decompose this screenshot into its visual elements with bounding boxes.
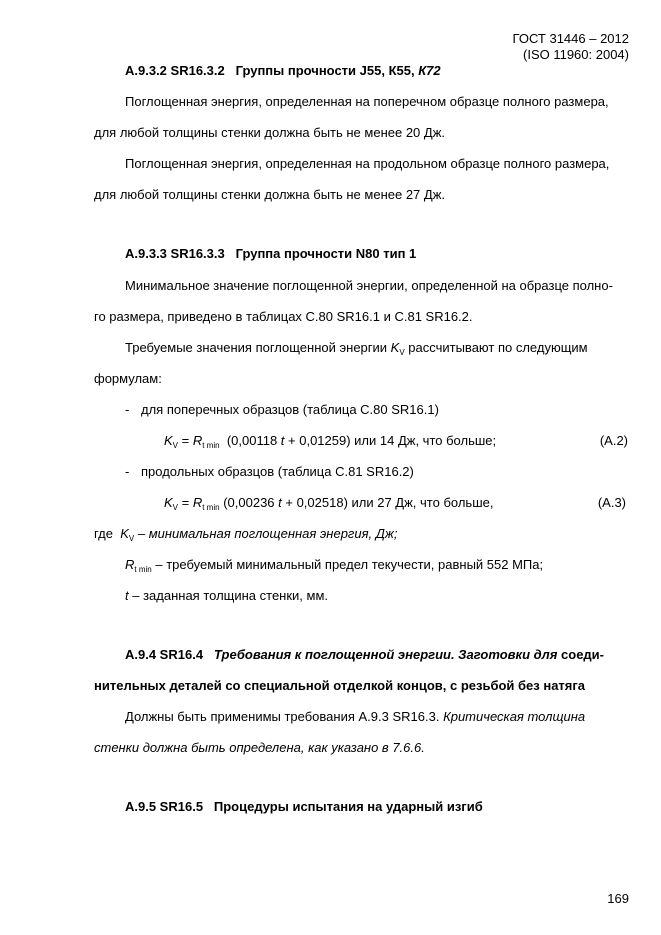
subscript-v: V xyxy=(172,503,179,512)
paragraph-line: для любой толщины стенки должна быть не менее 20 Дж. xyxy=(94,125,445,140)
section-number: А.9.4 SR16.4 xyxy=(125,647,204,662)
formula-text: (0,00236 xyxy=(223,495,279,510)
section-title-italic: К72 xyxy=(418,63,441,78)
section-heading-a94 xyxy=(125,647,604,663)
symbol-r: R xyxy=(125,557,135,572)
section-title-italic: Требования к поглощенной энергии. Заготовки для xyxy=(213,647,558,662)
iso-reference: (ISO 11960: 2004) xyxy=(523,47,629,62)
definition-kv xyxy=(94,526,397,544)
equals: = xyxy=(178,433,193,448)
paragraph-line: для любой толщины стенки должна быть не менее 27 Дж. xyxy=(94,187,445,202)
section-title: Группа прочности N80 тип 1 xyxy=(235,246,417,261)
formula-a2 xyxy=(164,433,496,451)
definition-text: – заданная толщина стенки, мм. xyxy=(128,588,329,603)
section-title: Процедуры испытания на ударный изгиб xyxy=(213,799,483,814)
list-item: для поперечных образцов (таблица С.80 SR16.1) xyxy=(141,402,439,417)
symbol-k: K xyxy=(164,495,173,510)
section-title: Группы прочности J55, К55, xyxy=(235,63,419,78)
section-title-line: нительных деталей со специальной отделкой концов, с резьбой без натяга xyxy=(94,678,586,693)
list-item: продольных образцов (таблица С.81 SR16.2) xyxy=(141,464,414,479)
formula-text: + 0,02518) или 27 Дж, что больше, xyxy=(281,495,494,510)
equals: = xyxy=(178,495,193,510)
paragraph-line: го размера, приведено в таблицах С.80 SR16.1 и С.81 SR16.2. xyxy=(94,309,473,324)
formula-text: + 0,01259) или 14 Дж, что больше; xyxy=(284,433,497,448)
subscript-tmin: t min xyxy=(134,565,152,574)
text: Требуемые значения поглощенной энергии xyxy=(125,340,391,355)
subscript-tmin: t min xyxy=(202,503,220,512)
section-number: А.9.3.3 SR16.3.3 xyxy=(125,246,225,261)
text: Должны быть применимы требования А.9.3 SR16.3. xyxy=(125,709,444,724)
definition-text: – минимальная поглощенная энергия, Дж; xyxy=(134,526,398,541)
subscript-tmin: t min xyxy=(202,441,220,450)
paragraph-line: Поглощенная энергия, определенная на продольном образце полного размера, xyxy=(125,156,610,171)
definition-rtmin xyxy=(125,557,543,575)
paragraph-line: формулам: xyxy=(94,371,162,386)
symbol-t: t xyxy=(278,495,282,510)
paragraph-line xyxy=(125,709,585,725)
symbol-t: t xyxy=(280,433,285,448)
list-dash: - xyxy=(125,464,130,479)
paragraph-line: Поглощенная энергия, определенная на поперечном образце полного размера, xyxy=(125,94,609,109)
definition-t xyxy=(125,588,328,604)
section-heading-a933 xyxy=(125,246,416,262)
subscript-v: V xyxy=(128,534,135,543)
symbol-k: K xyxy=(164,433,173,448)
paragraph-line: стенки должна быть определена, как указано в 7.6.6. xyxy=(94,740,425,755)
formula-number: (А.3) xyxy=(597,495,626,510)
symbol-k: K xyxy=(390,340,400,355)
subscript-v: V xyxy=(172,441,179,450)
symbol-k: K xyxy=(120,526,129,541)
subscript-v: V xyxy=(399,348,405,357)
where-word: где xyxy=(94,526,113,541)
formula-text: (0,00118 xyxy=(226,433,281,448)
section-number: А.9.5 SR16.5 xyxy=(125,799,204,814)
document-code: ГОСТ 31446 – 2012 xyxy=(512,31,629,46)
page-number: 169 xyxy=(607,891,629,906)
section-number: А.9.3.2 SR16.3.2 xyxy=(125,63,225,78)
list-dash: - xyxy=(125,402,130,417)
section-title: соеди- xyxy=(557,647,605,662)
paragraph-line xyxy=(125,340,588,358)
text: рассчитывают по следующим xyxy=(404,340,588,355)
text-italic: Критическая толщина xyxy=(443,709,586,724)
paragraph-line: Минимальное значение поглощенной энергии, определенной на образце полно- xyxy=(125,278,613,293)
formula-number: (А.2) xyxy=(599,433,628,448)
formula-a3 xyxy=(164,495,493,513)
section-heading-a932 xyxy=(125,63,441,79)
symbol-t: t xyxy=(125,588,129,603)
symbol-r: R xyxy=(192,433,203,448)
section-heading-a95 xyxy=(125,799,483,815)
symbol-r: R xyxy=(192,495,203,510)
definition-text: – требуемый минимальный предел текучести, равный 552 МПа; xyxy=(151,557,544,572)
